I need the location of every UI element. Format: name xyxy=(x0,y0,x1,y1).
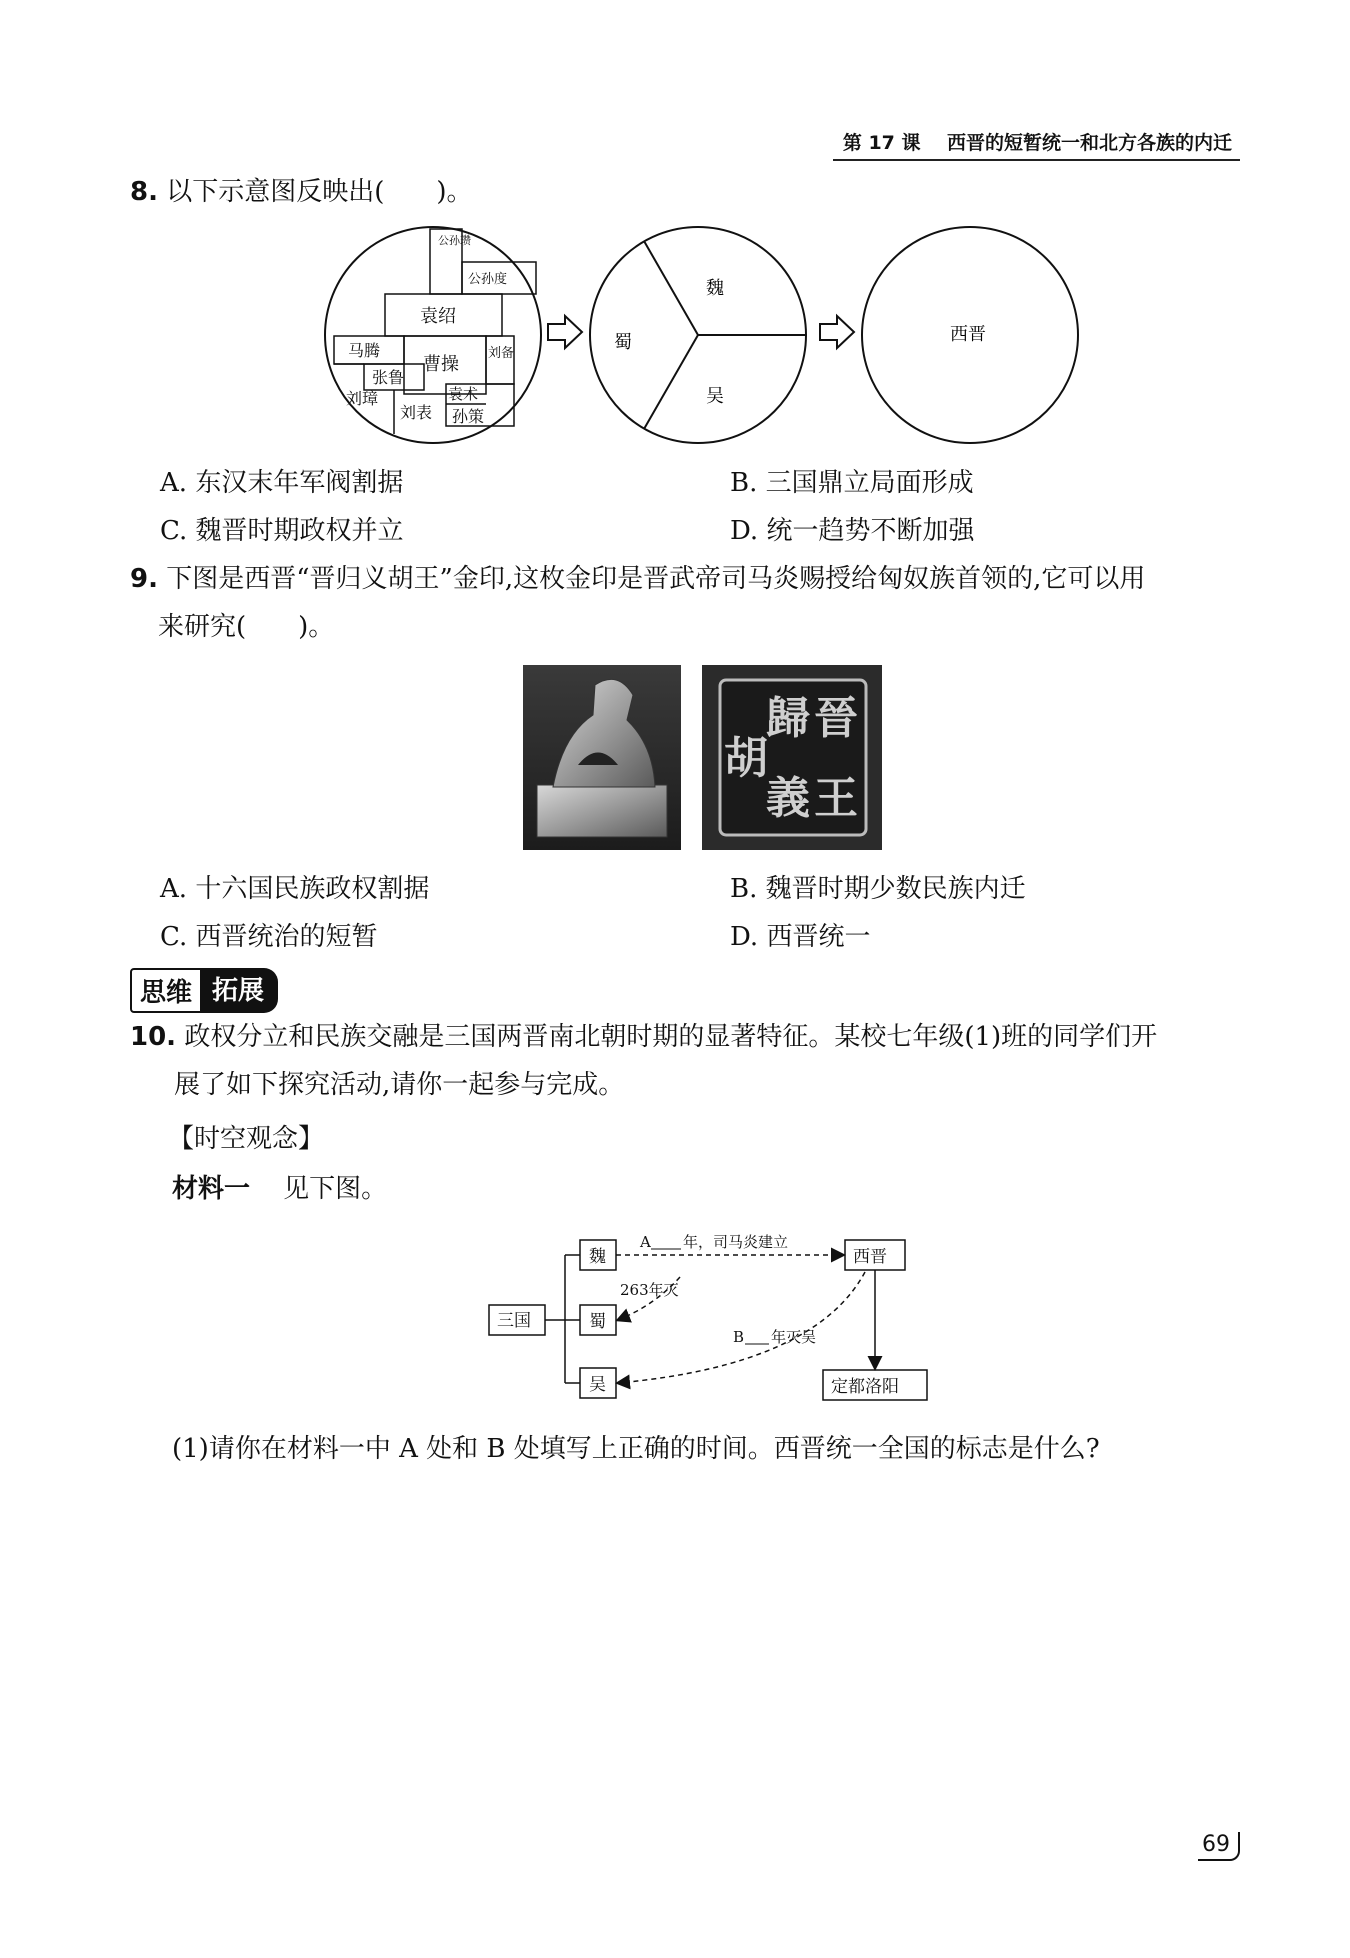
option-label: C. xyxy=(160,516,188,546)
label-gongsundu: 公孙度 xyxy=(468,272,508,287)
option-label: A. xyxy=(160,874,188,904)
label-gongsunzan: 公孙瓒 xyxy=(438,234,471,247)
question-9 xyxy=(130,555,1240,651)
lesson-number: 第 17 课 xyxy=(842,132,921,154)
seal-char-hu: 胡 xyxy=(724,733,768,784)
option-label: D. xyxy=(730,922,759,952)
lesson-title: 西晋的短暂统一和北方各族的内迁 xyxy=(946,132,1232,154)
q9-option-c[interactable] xyxy=(160,916,378,953)
question-10-part-1: (1)请你在材料一中 A 处和 B 处填写上正确的时间。西晋统一全国的标志是什么? xyxy=(172,1434,1100,1464)
q8-option-c[interactable] xyxy=(160,510,404,547)
option-label: A. xyxy=(160,468,188,498)
option-label: D. xyxy=(730,516,759,546)
material-text: 见下图。 xyxy=(283,1174,388,1204)
option-text: 东汉末年军阀割据 xyxy=(195,468,404,498)
label-yuanshao: 袁绍 xyxy=(420,306,456,327)
q8-diagram xyxy=(320,222,1090,452)
question-number: 10. xyxy=(130,1022,177,1052)
label-liuzhang: 刘璋 xyxy=(346,389,379,408)
question-number: 9. xyxy=(130,564,158,594)
question-number: 8. xyxy=(130,177,158,207)
flow-wu: 吴 xyxy=(589,1375,606,1395)
page-header xyxy=(833,128,1240,161)
flow-luoyang: 定都洛阳 xyxy=(831,1377,899,1397)
label-zhanglu: 张鲁 xyxy=(372,368,405,387)
q8-option-a[interactable] xyxy=(160,462,403,499)
seal-char-wang: 王 xyxy=(814,773,858,824)
option-text: 魏晋时期少数民族内迁 xyxy=(765,874,1026,904)
label-shu: 蜀 xyxy=(614,332,632,353)
question-text-line1: 政权分立和民族交融是三国两晋南北朝时期的显著特征。某校七年级(1)班的同学们开 xyxy=(184,1022,1158,1052)
seal-char-yi: 義 xyxy=(766,773,810,824)
seal-face-photo xyxy=(702,665,882,850)
question-text-line1: 下图是西晋“晋归义胡王”金印,这枚金印是晋武帝司马炎赐授给匈奴族首领的,它可以用 xyxy=(166,564,1146,594)
option-label: B. xyxy=(730,874,758,904)
arrow-1-icon xyxy=(548,316,582,348)
option-text: 西晋统治的短暂 xyxy=(195,922,378,952)
q8-option-d[interactable] xyxy=(730,510,974,547)
label-liubiao: 刘表 xyxy=(400,403,433,422)
label-xijin: 西晋 xyxy=(950,324,986,345)
arrow-2-icon xyxy=(820,316,854,348)
flow-label-263: 263年灭 xyxy=(620,1281,679,1299)
label-liubei: 刘备 xyxy=(488,346,515,361)
question-10 xyxy=(130,1013,1240,1109)
section-tag xyxy=(130,968,278,1013)
flow-sanguo: 三国 xyxy=(497,1311,531,1331)
q9-option-b[interactable] xyxy=(730,868,1026,905)
flow-wei: 魏 xyxy=(589,1247,606,1267)
q8-option-b[interactable] xyxy=(730,462,974,499)
subheading: 【时空观念】 xyxy=(168,1124,325,1154)
option-label: C. xyxy=(160,922,188,952)
option-text: 统一趋势不断加强 xyxy=(766,516,975,546)
flow-label-b-prefix: B xyxy=(733,1328,745,1346)
option-text: 十六国民族政权割据 xyxy=(195,874,430,904)
option-text: 西晋统一 xyxy=(766,922,871,952)
option-label: B. xyxy=(730,468,758,498)
flow-label-a-prefix: A xyxy=(640,1233,651,1251)
seal-char-gui: 歸 xyxy=(766,693,810,744)
seal-char-jin: 晉 xyxy=(814,693,858,744)
material-label: 材料一 xyxy=(172,1174,251,1204)
q10-flow-diagram xyxy=(485,1225,945,1410)
section-tag-part1: 思维 xyxy=(130,968,202,1013)
flow-xijin: 西晋 xyxy=(853,1247,887,1267)
question-8 xyxy=(130,168,473,216)
q9-option-d[interactable] xyxy=(730,916,870,953)
q9-option-a[interactable] xyxy=(160,868,429,905)
warlord-circle xyxy=(325,227,541,443)
material-line xyxy=(172,1168,387,1205)
label-mateng: 马腾 xyxy=(348,341,381,360)
flow-label-a-suffix: 年，司马炎建立 xyxy=(683,1233,789,1251)
flow-label-b-suffix: 年灭吴 xyxy=(771,1328,817,1346)
label-sunce: 孙策 xyxy=(452,407,485,426)
label-wei: 魏 xyxy=(706,278,724,299)
label-caocao: 曹操 xyxy=(423,354,459,375)
option-text: 魏晋时期政权并立 xyxy=(195,516,404,546)
question-text-line2: 展了如下探究活动,请你一起参与完成。 xyxy=(174,1070,625,1100)
label-yuanshu: 袁术 xyxy=(448,385,479,403)
section-tag-part2: 拓展 xyxy=(202,968,278,1013)
question-text: 以下示意图反映出( )。 xyxy=(166,177,473,207)
seal-side-photo xyxy=(523,665,681,850)
label-wu: 吴 xyxy=(706,386,724,407)
option-text: 三国鼎立局面形成 xyxy=(765,468,974,498)
page-number: 69 xyxy=(1198,1832,1240,1861)
question-text-line2: 来研究( )。 xyxy=(158,612,335,642)
flow-shu: 蜀 xyxy=(589,1312,606,1332)
